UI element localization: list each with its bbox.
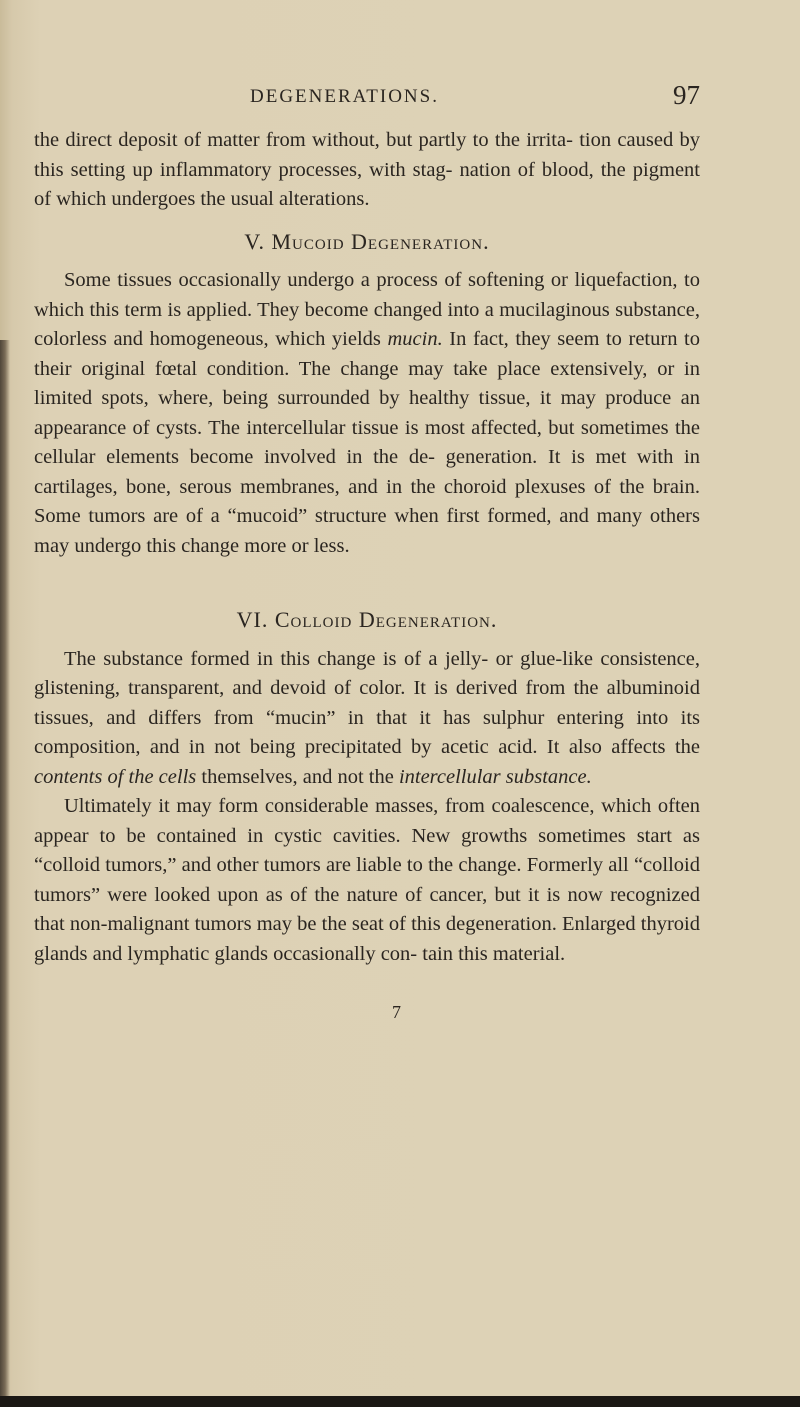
text-run: themselves, and not the: [196, 765, 399, 788]
paragraph: the direct deposit of matter from without, but partly to the irrita- tion caused by this setting up inflammatory processes, with stag- nation of blood, the pigment of which undergoes the usual alterations.: [34, 129, 700, 210]
running-title: DEGENERATIONS.: [250, 86, 439, 107]
paragraph: [34, 266, 700, 561]
binding-shadow: [0, 340, 10, 1400]
signature-mark: 7: [392, 1002, 401, 1022]
text-run: The substance formed in this change is of a jelly- or glue-like consistence, glistening, transparent, and devoid of color. It is derived from the albuminoid tissues, and differs from “mucin” in that it has sulphur entering into its composition, and in not being precipitated by acetic acid. It also affects the: [34, 647, 700, 758]
italic-term: contents of the cells: [34, 765, 197, 788]
section-heading-mucoid: V. Mucoid Degeneration.: [244, 228, 490, 254]
paragraph: Ultimately it may form considerable masses, from coalescence, which often appear to be contained in cystic cavities. New growths sometimes start as “colloid tumors,” and other tumors are liable to the change. Formerly all “colloid tumors” were looked upon as of the nature of cancer, but it is now recognized that non-malignant tumors may be the seat of this degeneration. Enlarged thyroid glands and lymphatic glands occasionally con- tain this material.: [34, 795, 700, 965]
page-header: [250, 80, 700, 116]
italic-term: intercellular substance.: [398, 765, 592, 788]
body-text: [34, 126, 700, 969]
page-number: 97: [673, 80, 700, 110]
text-run: Some tissues occasionally undergo a process of softening or liquefaction, to which this term is applied. They become changed into a mucilaginous substance, colorless and homogeneous, which yields: [34, 269, 700, 350]
text-run: In fact, they seem to return to their original fœtal condition. The change may take place extensively, or in limited spots, where, being surrounded by healthy tissue, it may produce an appearance of cysts. The intercellular tissue is most affected, but sometimes the cellular elements become involved in the de- generation. It is met with in cartilages, bone, serous membranes, and in the choroid plexuses of the brain. Some tumors are of a “mucoid” structure when first formed, and many others may undergo this change more or less.: [34, 328, 700, 557]
scan-edge: [0, 1396, 800, 1407]
paragraph: [34, 645, 700, 793]
italic-term: mucin.: [387, 328, 443, 350]
section-heading-colloid: VI. Colloid Degeneration.: [236, 607, 498, 632]
